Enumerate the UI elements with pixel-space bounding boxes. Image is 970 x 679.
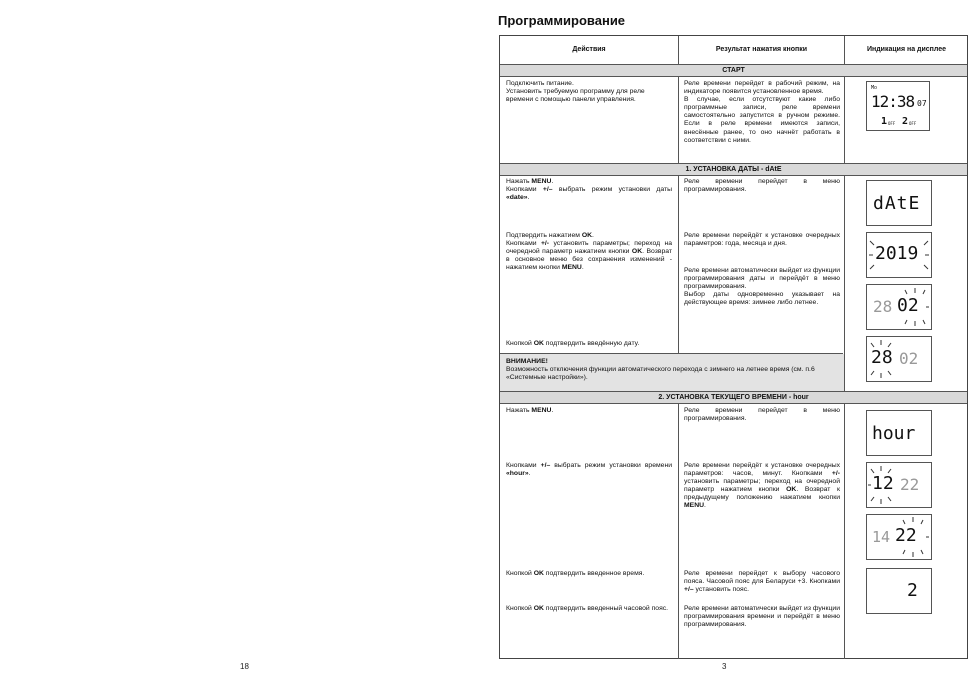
lcd-date-3: [866, 284, 932, 330]
lcd-day-faded: 28: [873, 297, 893, 316]
t: Нажать: [506, 407, 532, 414]
page-number-left: 18: [240, 662, 249, 671]
date-result-2: Реле времени перейдёт к установке очередных параметров: года, месяца и дня.: [684, 232, 840, 248]
lcd-date-1: [866, 180, 932, 226]
band-start: СТАРТ: [500, 65, 967, 76]
t: OK: [533, 605, 544, 612]
t: OK: [581, 232, 593, 239]
t: .: [581, 264, 584, 272]
lcd-seconds: 07: [917, 99, 927, 108]
t: .: [528, 470, 531, 478]
col-divider-1b: [678, 391, 679, 659]
t: Подтвердить нажатием: [506, 232, 582, 239]
lcd-hour-1: [866, 410, 932, 456]
lcd-hour-text: hour: [872, 423, 916, 444]
start-result: Реле времени перейдет в рабочий режим, на индикаторе появится установленное время. В случае, если отсутствуют какие либо программные записи, реле времени самостоятельно запустится в ручном режиме. Если в реле времени имеются записи, внесённые ранее, то оно начнёт работать в соответствии с ними.: [684, 80, 840, 144]
date-action-1: [506, 178, 672, 202]
t: MENU: [531, 178, 552, 185]
date-rule: [500, 175, 967, 176]
t: +/-: [831, 470, 840, 478]
date-result-1: Реле времени перейдет в меню программирования.: [684, 178, 840, 194]
t: +/–: [684, 586, 694, 594]
lcd-start: [866, 81, 930, 131]
lcd-ch1: 1: [881, 116, 888, 127]
t: подтвердить введённую дату.: [543, 340, 640, 347]
t: . Кнопками: [506, 232, 594, 248]
t: +/–: [540, 462, 551, 469]
lcd-hour-3: [866, 514, 932, 560]
lcd-ch2: 2: [902, 116, 909, 127]
col-divider-2: [844, 36, 845, 659]
date-action-2: [506, 232, 672, 272]
t: Кнопкой: [506, 340, 534, 347]
t: MENU: [531, 407, 552, 414]
lcd-time: 12:38: [871, 92, 915, 111]
t: выбрать режим установки даты: [552, 186, 673, 194]
lcd-date-text: dAtE: [873, 193, 921, 214]
page-number-right: 3: [722, 662, 727, 671]
t: Кнопкой: [506, 605, 534, 612]
t: +/–: [542, 186, 553, 194]
t: выбрать режим установки времени: [550, 462, 672, 469]
t: . Кнопками: [506, 178, 554, 194]
header-display: Индикация на дисплее: [866, 46, 947, 53]
lcd-month-faded: 02: [899, 349, 919, 368]
hour-result-3: [684, 570, 840, 594]
lcd-timezone: 2: [907, 580, 918, 601]
t: .: [551, 407, 554, 414]
lcd-hours-faded: 14: [872, 528, 891, 546]
t: Кнопками: [506, 462, 541, 469]
hour-action-1: [506, 407, 672, 415]
t: OK: [631, 248, 643, 256]
lcd-year: 2019: [875, 243, 919, 264]
t: Реле времени перейдет к выбору часового пояса. Часовой пояс для Беларуси +3. Кнопками: [684, 570, 840, 586]
lcd-month: 02: [897, 295, 919, 316]
warning-box: [500, 354, 844, 391]
lcd-hours: 12: [872, 473, 894, 494]
hour-action-3: [506, 570, 672, 578]
t: установить параметры; переход на очередной параметр нажатием кнопки: [506, 240, 672, 256]
t: OK: [533, 340, 544, 347]
hour-action-4: [506, 605, 672, 613]
start-rule: [500, 76, 967, 77]
col-divider-1a: [678, 36, 679, 353]
hour-result-4: Реле времени автоматически выйдет из функции программирования времени и перейдёт в меню программирования.: [684, 605, 840, 629]
t: «hour»: [506, 470, 529, 478]
lcd-date-2: [866, 232, 932, 278]
t: установить параметры; переход на очередной параметр нажатием кнопки: [684, 478, 840, 494]
lcd-minutes: 22: [895, 525, 917, 546]
lcd-hour-4: [866, 568, 932, 614]
hour-rule: [500, 403, 967, 404]
warning-title: ВНИМАНИЕ!: [506, 358, 548, 365]
t: подтвердить введенное время.: [543, 570, 645, 577]
start-action: Подключить питание. Установить требуемую программу для реле времени с помощью панели управления.: [506, 80, 645, 104]
header-actions: Действия: [572, 46, 606, 53]
t: . Возврат к предыдущему положению нажатием кнопки: [684, 486, 840, 502]
t: +/-: [540, 240, 550, 248]
hour-result-1: Реле времени перейдет в меню программирования.: [684, 407, 840, 423]
t: .: [704, 502, 706, 510]
t: Реле времени перейдёт к установке очередных параметров: часов, минут. Кнопками: [684, 462, 840, 478]
band-hour: 2. УСТАНОВКА ТЕКУЩЕГО ВРЕМЕНИ - hour: [500, 392, 967, 403]
header-result: Результат нажатия кнопки: [715, 46, 808, 53]
t: OK: [533, 570, 544, 577]
date-action-3: [506, 340, 672, 348]
t: .: [527, 194, 530, 202]
t: MENU: [561, 264, 582, 272]
hour-action-2: [506, 462, 672, 478]
t: подтвердить введенный часовой пояс.: [543, 605, 669, 612]
lcd-day-active: 28: [871, 347, 893, 368]
t: «date»: [506, 194, 528, 202]
t: установить пояс.: [693, 586, 749, 594]
lcd-date-4: [866, 336, 932, 382]
lcd-ch2-state: OFF: [909, 121, 917, 126]
band-date: 1. УСТАНОВКА ДАТЫ - dAtE: [500, 164, 967, 175]
lcd-minutes-faded: 22: [900, 475, 920, 494]
warning-text: Возможность отключения функции автоматического перехода с зимнего на летнее время (см. п.6 «Системные настройки»).: [506, 366, 815, 382]
t: OK: [786, 486, 797, 494]
hour-result-2: [684, 462, 840, 511]
t: . Возврат в основное меню без сохранения изменений - нажатием кнопки: [506, 248, 673, 272]
programming-table: [499, 35, 968, 659]
lcd-day: Mo: [871, 85, 878, 91]
t: Нажать: [506, 178, 532, 185]
page-title: Программирование: [498, 13, 626, 28]
lcd-ch1-state: OFF: [888, 121, 896, 126]
t: Кнопкой: [506, 570, 534, 577]
lcd-hour-2: [866, 462, 932, 508]
t: MENU: [684, 502, 705, 510]
date-result-3: Реле времени автоматически выйдет из функции программирования даты и перейдёт в меню программирования. Выбор даты одновременно указывает на действующее время: зимнее либо летнее.: [684, 267, 840, 307]
